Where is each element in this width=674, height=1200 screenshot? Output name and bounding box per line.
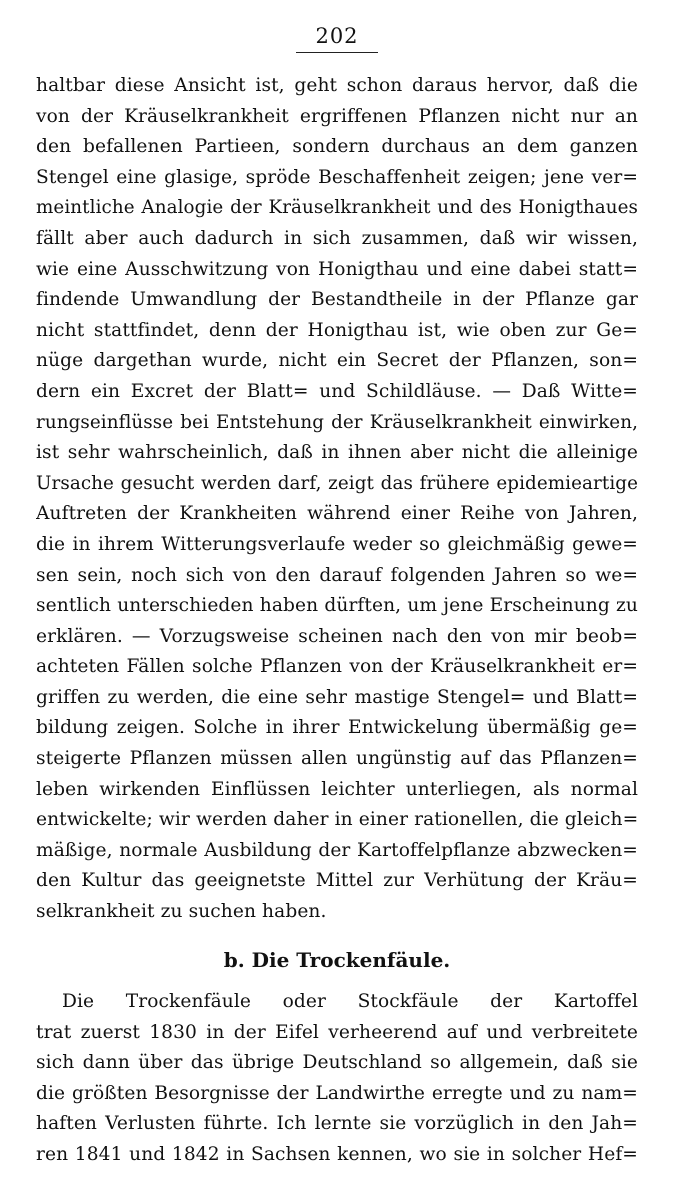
text-line: von der Kräuselkrankheit ergriffenen Pflanzen nicht nur an (36, 105, 638, 127)
text-line: mäßige, normale Ausbildung der Kartoffelpflanze abzwecken= (36, 839, 638, 861)
text-line: meintliche Analogie der Kräuselkrankheit und des Honigthaues (36, 197, 638, 219)
page-number: 202 (315, 24, 359, 48)
text-line: rungseinflüsse bei Entstehung der Kräuselkrankheit einwirken, (36, 411, 638, 433)
text-line: ist sehr wahrscheinlich, daß in ihnen aber nicht die alleinige (36, 442, 638, 464)
text-line: bildung zeigen. Solche in ihrer Entwickelung übermäßig ge= (36, 717, 638, 739)
text-line: erklären. — Vorzugsweise scheinen nach den von mir beob= (36, 625, 638, 647)
text-line: den befallenen Partieen, sondern durchaus an dem ganzen (36, 136, 638, 158)
text-line: Die Trockenfäule oder Stockfäule der Kartoffel (62, 991, 638, 1012)
section-heading: b. Die Trockenfäule. (223, 948, 451, 972)
text-line: nüge dargethan wurde, nicht ein Secret der Pflanzen, son= (36, 350, 638, 372)
page-number-rule (296, 52, 378, 53)
text-line: griffen zu werden, die eine sehr mastige Stengel= und Blatt= (36, 686, 638, 708)
text-line: nicht stattfindet, denn der Honigthau ist, wie oben zur Ge= (36, 319, 638, 341)
text-line: die in ihrem Witterungsverlaufe weder so gleichmäßig gewe= (36, 533, 638, 555)
text-line: selkrankheit zu suchen haben. (36, 901, 327, 923)
text-line: wie eine Ausschwitzung von Honigthau und eine dabei statt= (36, 258, 638, 280)
text-line: Auftreten der Krankheiten während einer Reihe von Jahren, (36, 503, 638, 525)
text-line: haltbar diese Ansicht ist, geht schon daraus hervor, daß die (36, 75, 638, 96)
text-line: die größten Besorgnisse der Landwirthe erregte und zu nam= (36, 1082, 638, 1104)
text-line: leben wirkenden Einflüssen leichter unterliegen, als normal (36, 778, 638, 800)
text-line: sich dann über das übrige Deutschland so allgemein, daß sie (36, 1052, 638, 1074)
text-line: steigerte Pflanzen müssen allen ungünstig auf das Pflanzen= (36, 748, 638, 770)
text-line: Stengel eine glasige, spröde Beschaffenheit zeigen; jene ver= (36, 166, 638, 188)
text-line: sen sein, noch sich von den darauf folgenden Jahren so we= (36, 564, 638, 586)
paragraph-kraeuselkrankheit (36, 71, 638, 928)
paragraph-trockenfaeule (36, 987, 638, 1171)
text-line: sentlich unterschieden haben dürften, um jene Erscheinung zu (36, 595, 638, 617)
text-line: den Kultur das geeignetste Mittel zur Verhütung der Kräu= (36, 870, 638, 892)
text-line: trat zuerst 1830 in der Eifel verheerend auf und verbreitete (36, 1021, 638, 1043)
text-line: entwickelte; wir werden daher in einer rationellen, die gleich= (36, 809, 638, 831)
text-line: ren 1841 und 1842 in Sachsen kennen, wo sie in solcher Hef= (36, 1143, 638, 1165)
text-line: dern ein Excret der Blatt= und Schildläuse. — Daß Witte= (36, 380, 638, 402)
text-line: findende Umwandlung der Bestandtheile in der Pflanze gar (36, 289, 638, 311)
text-line: Ursache gesucht werden darf, zeigt das frühere epidemieartige (36, 472, 638, 494)
text-line: fällt aber auch dadurch in sich zusammen, daß wir wissen, (36, 227, 638, 249)
text-line: haften Verlusten führte. Ich lernte sie vorzüglich in den Jah= (36, 1113, 638, 1135)
text-line: achteten Fällen solche Pflanzen von der Kräuselkrankheit er= (36, 656, 638, 678)
